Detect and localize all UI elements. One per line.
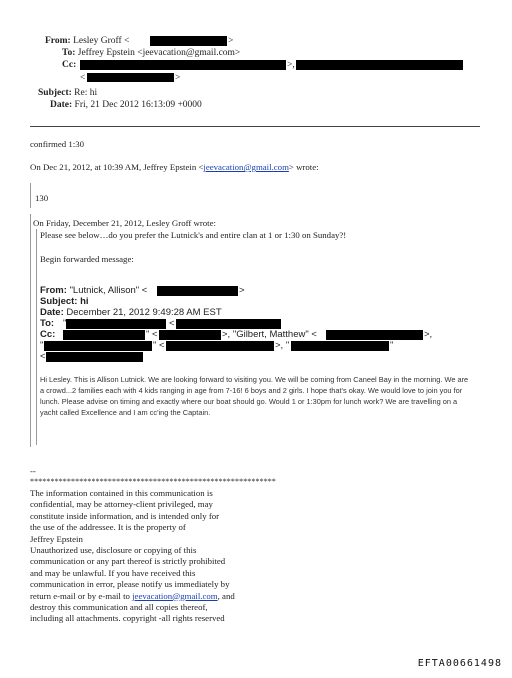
footer-line: constitute inside information, and is intended only for xyxy=(30,510,220,521)
footer-line: destroy this communication and all copies thereof, xyxy=(30,602,208,613)
header-from-label: From: xyxy=(45,36,71,46)
header-cc-label: Cc: xyxy=(62,60,77,70)
header-cc-lt: < xyxy=(80,73,86,83)
footer-line: communication or any part thereof is strictly prohibited xyxy=(30,556,226,567)
header-subject-row xyxy=(38,87,97,99)
fwd-cc-gilbert: >, "Gilbert, Matthew" < xyxy=(222,329,317,340)
redaction xyxy=(291,341,389,351)
header-cc-gt: > xyxy=(175,73,181,83)
fwd-cc-lt2: < xyxy=(40,351,46,362)
fwd-from-value: "Lutnick, Allison" < xyxy=(69,285,148,296)
header-to-value: Jeffrey Epstein <jeevacation@gmail.com> xyxy=(77,48,241,58)
header-to-label: To: xyxy=(62,48,76,58)
footer-line10-post: , and xyxy=(217,590,235,601)
epstein-reply-text: 130 xyxy=(35,193,49,203)
footer-disclaimer xyxy=(30,488,235,625)
fwd-cc-label: Cc: xyxy=(40,329,56,340)
footer-dashes: -- xyxy=(30,466,36,476)
fwd-date-label: Date: xyxy=(40,307,64,318)
header-subject-label: Subject: xyxy=(38,88,72,98)
fwd-subject-label: Subject: xyxy=(40,296,78,307)
header-from-value: Lesley Groff < xyxy=(73,36,130,46)
footer-line: and may be unlawful. If you have received this xyxy=(30,567,196,578)
redaction xyxy=(80,60,286,70)
reply-text: confirmed 1:30 xyxy=(30,139,84,149)
redaction xyxy=(46,352,143,362)
header-date-row xyxy=(50,99,202,111)
redaction xyxy=(150,36,227,46)
fwd-cc-q2: " < xyxy=(153,340,165,351)
quote-line xyxy=(30,162,319,173)
header-divider xyxy=(30,126,480,127)
footer-line: the use of the addressee. It is the property of xyxy=(30,522,186,533)
fwd-from-label: From: xyxy=(40,285,67,296)
fwd-to-label: To: xyxy=(40,318,55,329)
header-cc-row xyxy=(62,59,76,71)
footer-line: communication in error, please notify us immediately by xyxy=(30,579,230,590)
redaction xyxy=(166,341,274,351)
redaction xyxy=(63,330,145,340)
redaction xyxy=(159,330,221,340)
header-to-row xyxy=(62,47,240,59)
footer-stars: ************************************************************ xyxy=(30,477,276,486)
fwd-cc-lt: " < xyxy=(146,329,158,340)
fwd-to-lt: < xyxy=(169,318,175,329)
quote-prefix: On Dec 21, 2012, at 10:39 AM, Jeffrey Epstein < xyxy=(30,162,204,172)
groff-intro: On Friday, December 21, 2012, Lesley Groff wrote: xyxy=(33,218,216,228)
fwd-cc-q3: >, " xyxy=(275,340,290,351)
fwd-date-row xyxy=(40,307,222,318)
fwd-from-row xyxy=(40,285,147,296)
footer-line: Jeffrey Epstein xyxy=(30,533,83,544)
header-subject-value: Re: hi xyxy=(74,88,98,98)
fwd-to-quote: " xyxy=(63,318,67,329)
redaction xyxy=(176,319,281,329)
header-from-end: > xyxy=(228,36,234,46)
redaction xyxy=(157,286,238,296)
footer-line10-pre: return e-mail or by e-mail to xyxy=(30,590,133,601)
quote-suffix: > wrote: xyxy=(288,162,319,172)
redaction xyxy=(326,330,423,340)
fwd-cc-end: >, xyxy=(424,329,433,340)
quote-bar xyxy=(30,214,31,447)
quote-email-link[interactable]: jeevacation@gmail.com xyxy=(203,162,289,172)
header-date-value: Fri, 21 Dec 2012 16:13:09 +0000 xyxy=(74,100,202,110)
footer-line: including all attachments. copyright -all rights reserved xyxy=(30,613,225,624)
fwd-from-end: > xyxy=(239,285,245,296)
footer-email-link[interactable]: jeevacation@gmail.com xyxy=(132,590,218,601)
fwd-subject-value: hi xyxy=(80,296,89,307)
quote-bar-inner xyxy=(36,229,37,445)
header-date-label: Date: xyxy=(50,100,73,110)
footer-line-email xyxy=(30,591,235,602)
footer-line: confidential, may be attorney-client privileged, may xyxy=(30,499,213,510)
forwarded-label: Begin forwarded message: xyxy=(40,254,134,264)
fwd-cc-q4: " xyxy=(390,340,394,351)
header-from-row xyxy=(45,35,129,47)
footer-line: Unauthorized use, disclosure or copying of this xyxy=(30,545,197,556)
fwd-subject-row xyxy=(40,296,89,307)
groff-text: Please see below…do you prefer the Lutnick's and entire clan at 1 or 1:30 on Sunday?! xyxy=(40,230,347,240)
bates-number: EFTA00661498 xyxy=(417,658,502,669)
redaction xyxy=(44,341,152,351)
footer-line: The information contained in this communication is xyxy=(30,488,213,498)
fwd-cc-q1: " xyxy=(40,340,44,351)
fwd-body: Hi Lesley. This is Allison Lutnick. We are looking forward to visiting you. We will be coming from Caneel Bay in the morning. We are a crowd...2 families each with 4 kids ranging in age from 7-16! 6 boys and 2 girls. I hope that's okay. We would love to join you for lunch. Please advise on timing and exactly where our boat should go. Would 1 or 1:30pm for lunch work? We are travelling on a yacht called Excellence and I am cc'ing the Captain. xyxy=(40,375,469,417)
redaction xyxy=(66,319,166,329)
quote-bar xyxy=(30,183,31,208)
redaction xyxy=(87,73,174,82)
fwd-date-value: December 21, 2012 9:49:28 AM EST xyxy=(66,307,222,318)
redaction xyxy=(296,60,463,70)
header-cc-sep: >, xyxy=(287,60,295,70)
